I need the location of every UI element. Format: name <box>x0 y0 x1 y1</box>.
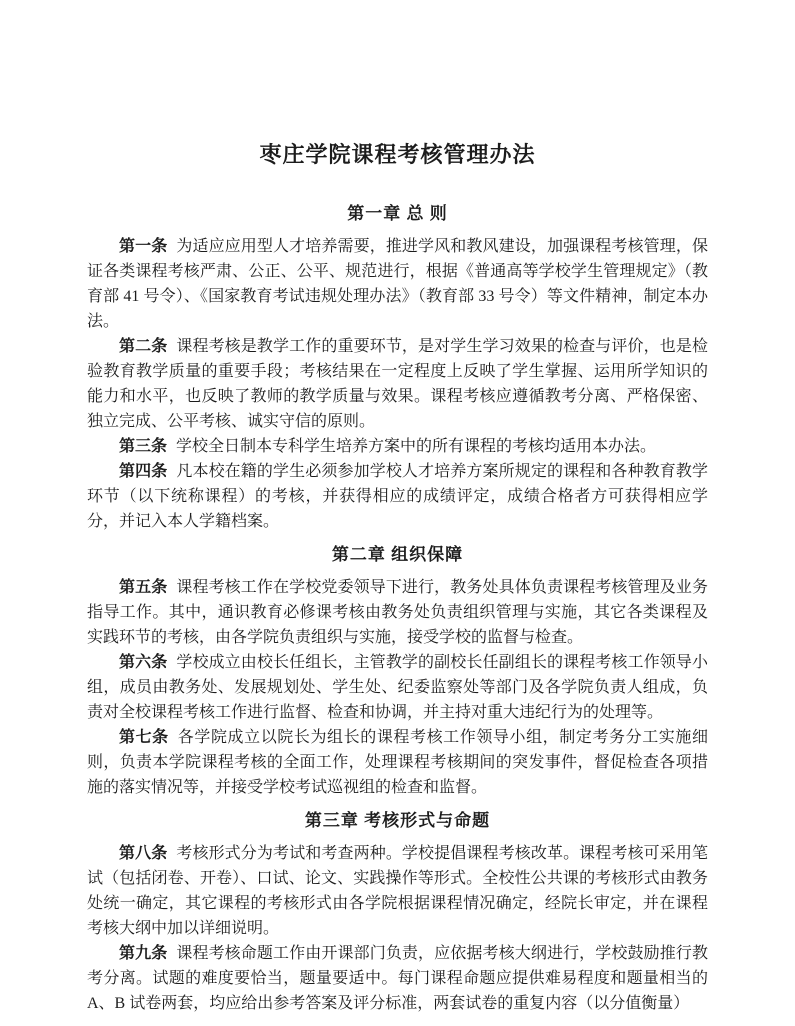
article-6-text: 学校成立由校长任组长，主管教学的副校长任副组长的课程考核工作领导小组，成员由教务处、发展规划处、学生处、纪委监察处等部门及各学院负责人组成，负责对全校课程考核工作进行监督、检查和协调，并主持对重大违纪行为的处理等。 <box>87 654 708 721</box>
article-4-text: 凡本校在籍的学生必须参加学校人才培养方案所规定的课程和各种教育教学环节（以下统称课程）的考核，并获得相应的成绩评定，成绩合格者方可获得相应学分，并记入本人学籍档案。 <box>87 463 708 530</box>
article-4-label: 第四条 <box>119 463 168 480</box>
article-2-text: 课程考核是教学工作的重要环节，是对学生学习效果的检查与评价，也是检验教育教学质量的重要手段；考核结果在一定程度上反映了学生掌握、运用所学知识的能力和水平，也反映了教师的教学质量与效果。课程考核应遵循教考分离、严格保密、独立完成、公平考核、诚实守信的原则。 <box>87 338 708 430</box>
article-7-label: 第七条 <box>119 729 169 746</box>
article-1-text: 为适应应用型人才培养需要，推进学风和教风建设，加强课程考核管理，保证各类课程考核严肃、公正、公平、规范进行，根据《普通高等学校学生管理规定》（教育部 41 号令）、《国家教育考试违规处理办法》（教育部 33 号令）等文件精神，制定本办法。 <box>87 238 708 330</box>
article-2-label: 第二条 <box>119 338 168 355</box>
chapter-heading-1: 第一章 总 则 <box>347 204 448 223</box>
article-8 <box>87 841 708 941</box>
article-8-text: 考核形式分为考试和考查两种。学校提倡课程考核改革。课程考核可采用笔试（包括闭卷、开卷）、口试、论文、实践操作等形式。全校性公共课的考核形式由教务处统一确定，其它课程的考核形式由各学院根据课程情况确定，经院长审定，并在课程考核大纲中加以详细说明。 <box>87 845 708 937</box>
article-9-text: 课程考核命题工作由开课部门负责，应依据考核大纲进行，学校鼓励推行教考分离。试题的难度要恰当，题量要适中。每门课程命题应提供难易程度和题量相当的 A、B 试卷两套，均应给出参考答案及评分标准，两套试卷的重复内容（以分值衡量） <box>87 945 708 1012</box>
article-8-label: 第八条 <box>119 845 168 862</box>
article-3-label: 第三条 <box>119 438 168 455</box>
document-title: 枣庄学院课程考核管理办法 <box>259 142 536 167</box>
article-2 <box>87 334 708 434</box>
article-9 <box>87 941 708 1016</box>
article-3-text: 学校全日制本专科学生培养方案中的所有课程的考核均适用本办法。 <box>176 438 657 455</box>
chapter-heading-3: 第三章 考核形式与命题 <box>304 811 491 830</box>
article-7 <box>87 725 708 800</box>
article-5-text: 课程考核工作在学校党委领导下进行，教务处具体负责课程考核管理及业务指导工作。其中，通识教育必修课考核由教务处负责组织管理与实施，其它各类课程及实践环节的考核，由各学院负责组织与实施，接受学校的监督与检查。 <box>87 579 708 646</box>
article-9-label: 第九条 <box>119 945 168 962</box>
article-3 <box>87 434 708 459</box>
article-1 <box>87 234 708 334</box>
article-5 <box>87 575 708 650</box>
article-5-label: 第五条 <box>119 579 168 596</box>
article-6-label: 第六条 <box>119 654 168 671</box>
article-7-text: 各学院成立以院长为组长的课程考核工作领导小组，制定考务分工实施细则，负责本学院课程考核的全面工作，处理课程考核期间的突发事件，督促检查各项措施的落实情况等，并接受学校考试巡视组的检查和监督。 <box>87 729 708 796</box>
article-4 <box>87 459 708 534</box>
article-1-label: 第一条 <box>119 238 168 255</box>
chapter-heading-2: 第二章 组织保障 <box>331 545 464 564</box>
article-6 <box>87 650 708 725</box>
